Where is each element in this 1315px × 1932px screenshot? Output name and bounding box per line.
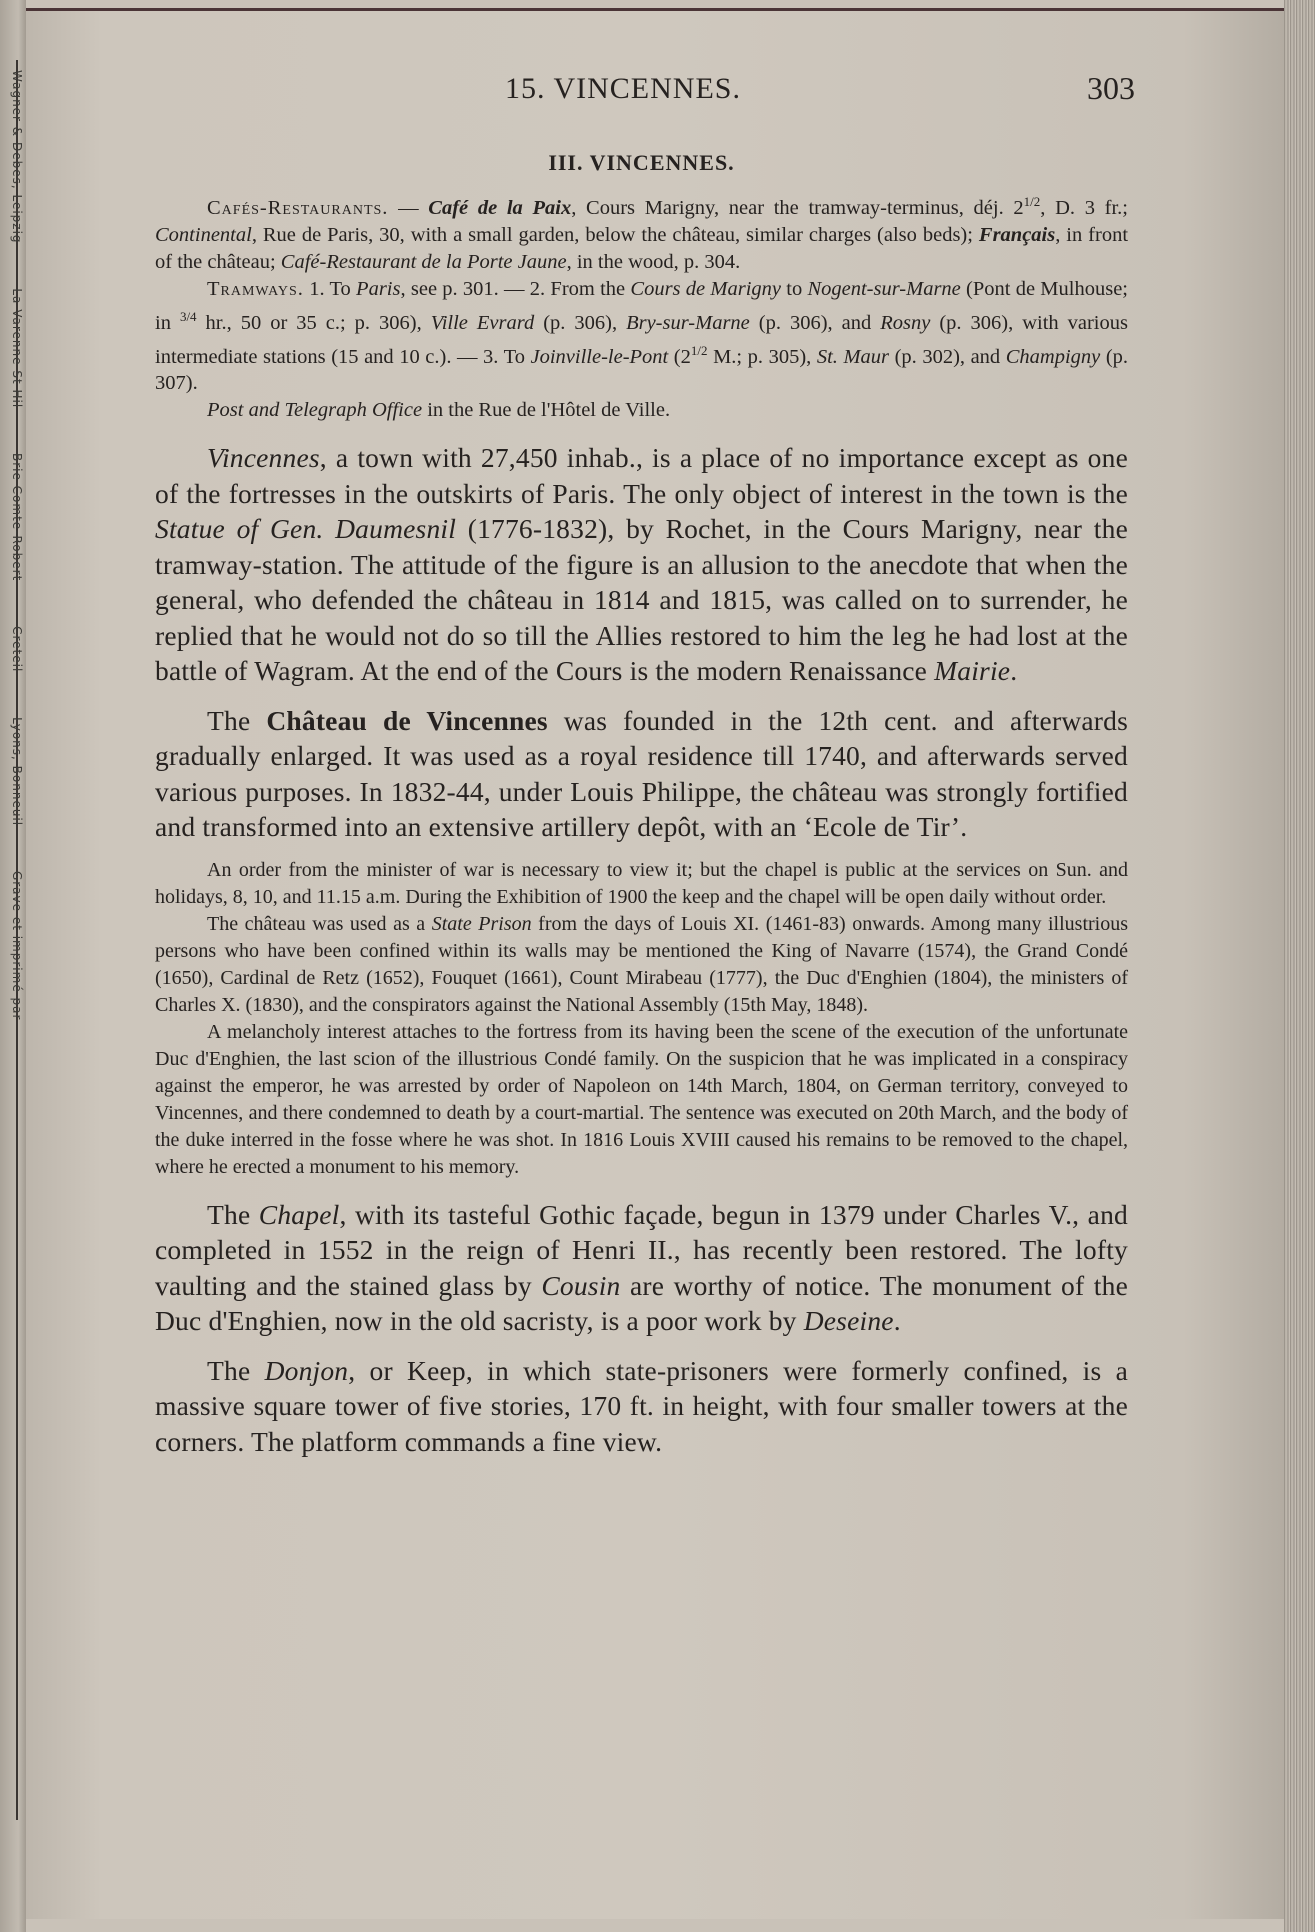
text-run: , in front of the château;: [155, 223, 1129, 273]
text-run: (p. 306),: [534, 311, 627, 334]
map-label: Creteil: [10, 626, 24, 673]
practical-info: [155, 188, 1128, 424]
note-enghien: A melancholy interest attaches to the fortress from its having been the scene of the execution of the unfortunate Duc d'Enghien, the last scion of the illustrious Condé family. On the suspicion that he was implicated in a conspiracy against the emperor, he was arrested by order of Napoleon on 14th March, 1804, on German territory, conveyed to Vincennes, and there condemned to death by a court-martial. The sentence was executed on 20th March, and the body of the duke interred in the fosse where he was shot. In 1816 Louis XVIII caused his remains to be removed to the chapel, where he erected a monument to his memory.: [155, 1020, 1128, 1178]
chapel-paragraph: [155, 1197, 1128, 1339]
cafes-paragraph: [155, 188, 1128, 276]
text-run: hr., 50 or 35 c.; p. 306),: [196, 311, 431, 334]
term: Statue of Gen. Daumesnil: [155, 513, 457, 545]
map-margin-labels: [10, 70, 24, 1060]
term: Mairie: [934, 655, 1011, 687]
place-name: Nogent-sur-Marne: [807, 277, 961, 300]
term: Deseine: [803, 1305, 894, 1337]
text-run: in the Rue de l'Hôtel de Ville.: [422, 399, 671, 422]
place-name: Cours de Marigny: [630, 277, 781, 300]
running-title: 15. VINCENNES.: [505, 72, 741, 105]
text-run: , or Keep, in which state-prisoners were formerly confined, is a massive square tower of five stories, 170 ft. in height, with four smaller towers at the corners. The platform commands a fine view.: [155, 1354, 1128, 1457]
place-name: Rosny: [880, 311, 931, 334]
donjon-paragraph: [155, 1353, 1128, 1460]
chateau-paragraph: [155, 703, 1128, 845]
section-title: III. VINCENNES.: [548, 150, 735, 175]
map-label: La Varenne St Hil: [10, 288, 24, 409]
page-edges: [1284, 0, 1315, 1932]
place-name: St. Maur: [816, 345, 890, 368]
text-run: The château was used as a: [207, 912, 432, 935]
text-run: , D. 3 fr.;: [1040, 196, 1128, 219]
text-run: The: [207, 1354, 265, 1386]
place-name: Joinville-le-Pont: [530, 345, 669, 368]
text-run: The: [207, 704, 267, 736]
fraction: 1/2: [690, 342, 708, 358]
term: Vincennes: [207, 442, 320, 474]
term: Donjon: [264, 1354, 349, 1386]
vincennes-paragraph: [155, 440, 1128, 689]
text-run: , with its tasteful Gothic façade, begun in 1379 under Charles V., and completed in 1552 in the reign of Henri II., has recently been restored. The lofty vaulting and the stained glass by: [155, 1198, 1128, 1301]
fraction: 1/2: [1023, 194, 1041, 209]
text-run: was founded in the 12th cent. and afterwards gradually enlarged. It was used as a royal residence till 1740, and afterwards served various purposes. In 1832-44, under Louis Philippe, the château was strongly fortified and transformed into an extensive artillery depôt, with an ‘Ecole de Tir’.: [155, 704, 1128, 843]
map-label: Grave et imprimé par: [10, 870, 24, 1021]
fraction: 3/4: [179, 308, 197, 324]
page-content: [155, 150, 1128, 1459]
term: Cousin: [541, 1269, 621, 1301]
text-run: (p. 302), and: [889, 345, 1006, 368]
text-run: (2: [668, 345, 691, 368]
text-run: M.; p. 305),: [707, 345, 817, 368]
text-run: .: [893, 1305, 901, 1337]
text-run: (p. 306), with various intermediate stations (15 and 10 c.). — 3. To: [155, 311, 1128, 368]
text-run: are worthy of notice. The monument of the Duc d'Enghien, now in the old sacristy, is a poor work by: [155, 1269, 1129, 1337]
text-run: , Cours Marigny, near the tramway-terminus, déj. 2: [571, 196, 1024, 219]
page-number: 303: [1087, 70, 1135, 106]
post-office-paragraph: [155, 397, 1128, 424]
term: State Prison: [431, 912, 532, 935]
cafe-francais: Français: [978, 223, 1056, 246]
cafe-continental: Continental: [155, 223, 252, 246]
text-run: from the days of Louis XI. (1461-83) onwards. Among many illustrious persons who have been confined within its walls may be mentioned the King of Navarre (1574), the Grand Condé (1650), Cardinal de Retz (1652), Fouquet (1661), Count Mirabeau (1777), the Duc d'Enghien (1804), the ministers of Charles X. (1830), and the conspirators against the National Assembly (15th May, 1848).: [155, 912, 1128, 1016]
running-header: [155, 72, 1135, 112]
place-name: Ville Evrard: [430, 311, 535, 334]
tramways-label: Tramways.: [207, 277, 304, 300]
place-name: Champigny: [1005, 345, 1101, 368]
cafe-porte-jaune: Café-Restaurant de la Porte Jaune: [280, 250, 567, 273]
cafe-de-la-paix-link: Café de la Paix: [428, 196, 572, 219]
text-run: (p. 306), and: [749, 311, 881, 334]
text-run: .: [1010, 655, 1018, 687]
chateau-heading: Château de Vincennes: [266, 704, 548, 736]
text-run: (p. 307).: [155, 345, 1129, 395]
text-run: The: [207, 1198, 259, 1230]
map-label: Brie Comte-Robert: [10, 452, 24, 582]
text-run: (Pont de Mulhouse; in: [155, 277, 1129, 334]
text-run: , Rue de Paris, 30, with a small garden, below the château, similar charges (also beds);: [251, 223, 979, 246]
cafes-label: Cafés-Restaurants.: [207, 196, 389, 219]
text-run: , in the wood, p. 304.: [566, 250, 741, 273]
map-label: Lyons, Bonneuil: [10, 717, 24, 827]
note-order: An order from the minister of war is necessary to view it; but the chapel is public at the services on Sun. and holidays, 8, 10, and 11.15 a.m. During the Exhibition of 1900 the keep and the chapel will be open daily without order.: [155, 858, 1128, 908]
text-run: , see p. 301. — 2. From the: [400, 277, 631, 300]
place-name: Paris: [356, 277, 401, 300]
term: Chapel: [258, 1198, 340, 1230]
note-prison: [155, 911, 1128, 1019]
text-run: , a town with 27,450 inhab., is a place of no importance except as one of the fortresses in the outskirts of Paris. The only object of interest in the town is the: [155, 442, 1128, 509]
tramways-paragraph: [155, 276, 1128, 398]
text-run: to: [781, 277, 808, 300]
fine-print-notes: [155, 857, 1128, 1181]
text-run: 1. To: [303, 277, 357, 300]
text-run: (1776-1832), by Rochet, in the Cours Marigny, near the tramway-station. The attitude of the figure is an allusion to the anecdote that when the general, who defended the château in 1814 and 1815, was called on to surrender, he replied that he would not do so till the Allies restored to him the leg he had lost at the battle of Wagram. At the end of the Cours is the modern Renaissance: [155, 513, 1128, 687]
post-office-label: Post and Telegraph Office: [207, 399, 423, 422]
text-run: —: [388, 196, 429, 219]
place-name: Bry-sur-Marne: [626, 311, 750, 334]
map-label: Wagner & Debes, Leipzig: [10, 70, 24, 244]
